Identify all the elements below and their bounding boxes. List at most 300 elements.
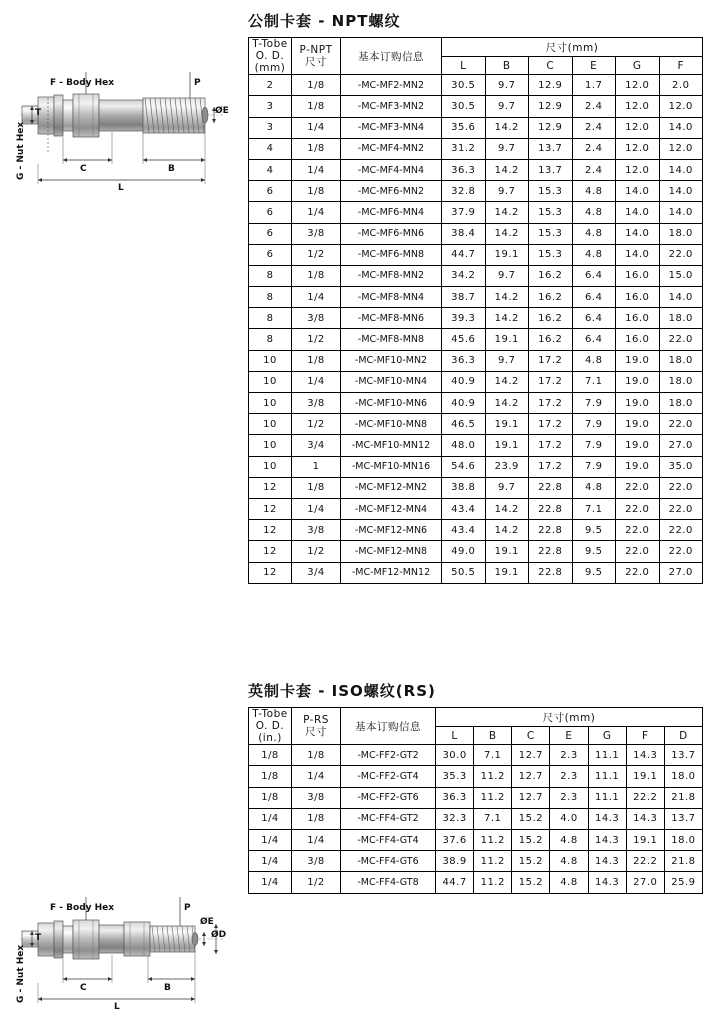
iso-cell-F: 19.1 bbox=[626, 829, 664, 850]
npt-cell-L: 40.9 bbox=[442, 393, 486, 414]
npt-cell-E: 4.8 bbox=[572, 181, 616, 202]
npt-cell-npt: 3/4 bbox=[292, 435, 341, 456]
iso-cell-order: -MC-FF2-GT6 bbox=[341, 787, 436, 808]
npt-cell-F: 22.0 bbox=[659, 541, 703, 562]
npt-cell-L: 34.2 bbox=[442, 265, 486, 286]
npt-cell-G: 22.0 bbox=[616, 520, 660, 541]
npt-cell-E: 4.8 bbox=[572, 223, 616, 244]
npt-cell-G: 19.0 bbox=[616, 371, 660, 392]
npt-cell-C: 12.9 bbox=[529, 117, 573, 138]
npt-cell-G: 14.0 bbox=[616, 244, 660, 265]
npt-cell-G: 14.0 bbox=[616, 223, 660, 244]
npt-cell-npt: 1/8 bbox=[292, 96, 341, 117]
table-row bbox=[249, 287, 703, 308]
npt-cell-L: 35.6 bbox=[442, 117, 486, 138]
npt-cell-L: 38.8 bbox=[442, 477, 486, 498]
iso-label-t: T bbox=[35, 933, 42, 943]
iso-dim-header-B: B bbox=[474, 727, 512, 745]
npt-cell-E: 7.9 bbox=[572, 435, 616, 456]
npt-cell-B: 23.9 bbox=[485, 456, 529, 477]
npt-cell-F: 14.0 bbox=[659, 287, 703, 308]
npt-cell-G: 16.0 bbox=[616, 308, 660, 329]
iso-cell-rs: 1/2 bbox=[292, 872, 341, 893]
npt-cell-npt: 1 bbox=[292, 456, 341, 477]
iso-cell-G: 11.1 bbox=[588, 787, 626, 808]
npt-cell-od: 2 bbox=[249, 75, 292, 96]
iso-cell-G: 14.3 bbox=[588, 851, 626, 872]
iso-section bbox=[248, 680, 703, 894]
npt-cell-E: 2.4 bbox=[572, 138, 616, 159]
npt-cell-od: 3 bbox=[249, 96, 292, 117]
npt-cell-npt: 1/8 bbox=[292, 265, 341, 286]
npt-cell-od: 8 bbox=[249, 308, 292, 329]
iso-cell-E: 4.8 bbox=[550, 851, 588, 872]
iso-cell-F: 27.0 bbox=[626, 872, 664, 893]
npt-cell-L: 32.8 bbox=[442, 181, 486, 202]
table-row bbox=[249, 745, 703, 766]
npt-cell-E: 9.5 bbox=[572, 541, 616, 562]
npt-cell-G: 19.0 bbox=[616, 414, 660, 435]
npt-cell-E: 4.8 bbox=[572, 202, 616, 223]
npt-cell-order: -MC-MF2-MN2 bbox=[341, 75, 442, 96]
iso-cell-D: 21.8 bbox=[664, 851, 702, 872]
iso-cell-G: 14.3 bbox=[588, 829, 626, 850]
npt-cell-C: 15.3 bbox=[529, 181, 573, 202]
npt-cell-npt: 1/2 bbox=[292, 244, 341, 265]
iso-col-od-header bbox=[249, 708, 292, 745]
npt-cell-G: 12.0 bbox=[616, 96, 660, 117]
iso-cell-C: 15.2 bbox=[512, 851, 550, 872]
iso-cell-C: 15.2 bbox=[512, 872, 550, 893]
iso-cell-order: -MC-FF4-GT2 bbox=[341, 808, 436, 829]
npt-cell-npt: 3/8 bbox=[292, 520, 341, 541]
npt-cell-F: 14.0 bbox=[659, 159, 703, 180]
npt-cell-E: 6.4 bbox=[572, 265, 616, 286]
iso-cell-F: 19.1 bbox=[626, 766, 664, 787]
npt-cell-npt: 3/8 bbox=[292, 223, 341, 244]
npt-cell-E: 6.4 bbox=[572, 287, 616, 308]
iso-cell-C: 15.2 bbox=[512, 808, 550, 829]
table-row bbox=[249, 138, 703, 159]
iso-cell-D: 13.7 bbox=[664, 808, 702, 829]
iso-cell-order: -MC-FF4-GT6 bbox=[341, 851, 436, 872]
iso-cell-E: 4.8 bbox=[550, 829, 588, 850]
npt-cell-L: 37.9 bbox=[442, 202, 486, 223]
npt-dims-group-header: 尺寸(mm) bbox=[442, 38, 703, 57]
npt-cell-F: 27.0 bbox=[659, 562, 703, 583]
iso-dim-header-F: F bbox=[626, 727, 664, 745]
npt-cell-order: -MC-MF6-MN4 bbox=[341, 202, 442, 223]
table-row bbox=[249, 872, 703, 893]
table-row bbox=[249, 766, 703, 787]
table-row bbox=[249, 456, 703, 477]
npt-cell-npt: 1/8 bbox=[292, 138, 341, 159]
npt-cell-G: 19.0 bbox=[616, 393, 660, 414]
iso-spec-table bbox=[248, 707, 703, 894]
iso-label-l: L bbox=[114, 1002, 120, 1012]
npt-cell-L: 43.4 bbox=[442, 498, 486, 519]
npt-col-order-header: 基本订购信息 bbox=[341, 38, 442, 75]
npt-cell-C: 12.9 bbox=[529, 96, 573, 117]
iso-cell-B: 11.2 bbox=[474, 787, 512, 808]
npt-label-body-hex: F - Body Hex bbox=[50, 78, 115, 88]
npt-cell-npt: 1/4 bbox=[292, 371, 341, 392]
npt-cell-F: 27.0 bbox=[659, 435, 703, 456]
npt-cell-B: 14.2 bbox=[485, 223, 529, 244]
npt-cell-B: 14.2 bbox=[485, 393, 529, 414]
npt-col-od-l3: (mm) bbox=[254, 62, 286, 75]
npt-cell-F: 18.0 bbox=[659, 350, 703, 371]
npt-cell-order: -MC-MF8-MN2 bbox=[341, 265, 442, 286]
npt-cell-npt: 1/8 bbox=[292, 477, 341, 498]
npt-cell-G: 16.0 bbox=[616, 265, 660, 286]
npt-cell-od: 4 bbox=[249, 138, 292, 159]
npt-cell-B: 14.2 bbox=[485, 117, 529, 138]
iso-label-b: B bbox=[164, 983, 171, 993]
iso-cell-E: 4.0 bbox=[550, 808, 588, 829]
npt-fitting-diagram-svg bbox=[8, 40, 233, 195]
npt-cell-npt: 1/4 bbox=[292, 287, 341, 308]
npt-cell-B: 14.2 bbox=[485, 371, 529, 392]
table-row bbox=[249, 75, 703, 96]
table-row bbox=[249, 350, 703, 371]
npt-cell-E: 4.8 bbox=[572, 477, 616, 498]
npt-cell-B: 19.1 bbox=[485, 244, 529, 265]
npt-table-body bbox=[249, 75, 703, 584]
npt-col-od-l2: O. D. bbox=[255, 50, 285, 63]
table-row bbox=[249, 393, 703, 414]
npt-dim-header-C: C bbox=[529, 57, 573, 75]
npt-cell-order: -MC-MF8-MN8 bbox=[341, 329, 442, 350]
npt-dim-header-B: B bbox=[485, 57, 529, 75]
npt-label-c: C bbox=[80, 164, 87, 174]
table-row bbox=[249, 808, 703, 829]
npt-cell-L: 30.5 bbox=[442, 75, 486, 96]
iso-dim-header-E: E bbox=[550, 727, 588, 745]
iso-col-od-l3: (in.) bbox=[258, 732, 282, 745]
npt-cell-od: 8 bbox=[249, 265, 292, 286]
table-row bbox=[249, 223, 703, 244]
iso-label-p: P bbox=[184, 903, 191, 913]
npt-cell-order: -MC-MF3-MN2 bbox=[341, 96, 442, 117]
npt-cell-od: 4 bbox=[249, 159, 292, 180]
iso-cell-rs: 1/8 bbox=[292, 745, 341, 766]
npt-cell-npt: 1/2 bbox=[292, 541, 341, 562]
npt-cell-B: 9.7 bbox=[485, 138, 529, 159]
npt-cell-B: 19.1 bbox=[485, 541, 529, 562]
npt-cell-F: 18.0 bbox=[659, 223, 703, 244]
npt-cell-od: 6 bbox=[249, 181, 292, 202]
npt-col-od-l1: T-Tobe bbox=[252, 38, 288, 50]
iso-cell-B: 7.1 bbox=[474, 745, 512, 766]
iso-cell-E: 2.3 bbox=[550, 745, 588, 766]
iso-cell-rs: 1/4 bbox=[292, 829, 341, 850]
iso-cell-order: -MC-FF4-GT4 bbox=[341, 829, 436, 850]
iso-cell-L: 36.3 bbox=[436, 787, 474, 808]
npt-cell-E: 6.4 bbox=[572, 308, 616, 329]
iso-label-c: C bbox=[80, 983, 87, 993]
iso-cell-od: 1/8 bbox=[249, 787, 292, 808]
npt-cell-C: 13.7 bbox=[529, 138, 573, 159]
npt-cell-order: -MC-MF10-MN16 bbox=[341, 456, 442, 477]
table-row bbox=[249, 265, 703, 286]
npt-cell-C: 13.7 bbox=[529, 159, 573, 180]
npt-cell-npt: 3/8 bbox=[292, 393, 341, 414]
npt-cell-od: 10 bbox=[249, 456, 292, 477]
iso-cell-G: 14.3 bbox=[588, 808, 626, 829]
iso-cell-C: 15.2 bbox=[512, 829, 550, 850]
npt-cell-od: 6 bbox=[249, 223, 292, 244]
npt-cell-C: 15.3 bbox=[529, 244, 573, 265]
npt-section-title: 公制卡套 - NPT螺纹 bbox=[248, 12, 401, 30]
npt-cell-C: 22.8 bbox=[529, 541, 573, 562]
npt-cell-order: -MC-MF8-MN4 bbox=[341, 287, 442, 308]
table-row bbox=[249, 181, 703, 202]
npt-cell-od: 8 bbox=[249, 287, 292, 308]
npt-cell-C: 17.2 bbox=[529, 414, 573, 435]
iso-cell-L: 35.3 bbox=[436, 766, 474, 787]
npt-cell-G: 12.0 bbox=[616, 159, 660, 180]
npt-cell-E: 7.9 bbox=[572, 456, 616, 477]
npt-cell-od: 12 bbox=[249, 498, 292, 519]
npt-cell-order: -MC-MF10-MN2 bbox=[341, 350, 442, 371]
iso-table-body bbox=[249, 745, 703, 893]
npt-cell-C: 22.8 bbox=[529, 477, 573, 498]
npt-cell-E: 7.9 bbox=[572, 393, 616, 414]
npt-cell-E: 2.4 bbox=[572, 96, 616, 117]
npt-dim-header-E: E bbox=[572, 57, 616, 75]
iso-cell-C: 12.7 bbox=[512, 745, 550, 766]
npt-cell-od: 10 bbox=[249, 393, 292, 414]
iso-table-head bbox=[249, 708, 703, 745]
table-row bbox=[249, 117, 703, 138]
iso-cell-od: 1/4 bbox=[249, 851, 292, 872]
npt-cell-npt: 3/8 bbox=[292, 308, 341, 329]
npt-cell-F: 22.0 bbox=[659, 414, 703, 435]
npt-cell-order: -MC-MF10-MN6 bbox=[341, 393, 442, 414]
table-row bbox=[249, 787, 703, 808]
table-row bbox=[249, 96, 703, 117]
npt-cell-F: 14.0 bbox=[659, 117, 703, 138]
table-row bbox=[249, 308, 703, 329]
table-row bbox=[249, 541, 703, 562]
npt-cell-C: 17.2 bbox=[529, 435, 573, 456]
table-row bbox=[249, 414, 703, 435]
npt-cell-npt: 1/8 bbox=[292, 350, 341, 371]
npt-cell-E: 7.1 bbox=[572, 498, 616, 519]
npt-cell-npt: 1/8 bbox=[292, 181, 341, 202]
npt-cell-B: 19.1 bbox=[485, 435, 529, 456]
npt-cell-C: 16.2 bbox=[529, 287, 573, 308]
table-row bbox=[249, 435, 703, 456]
npt-cell-G: 19.0 bbox=[616, 435, 660, 456]
npt-cell-L: 38.7 bbox=[442, 287, 486, 308]
npt-cell-B: 9.7 bbox=[485, 477, 529, 498]
npt-table-head bbox=[249, 38, 703, 75]
npt-cell-npt: 3/4 bbox=[292, 562, 341, 583]
npt-cell-C: 22.8 bbox=[529, 562, 573, 583]
npt-cell-od: 12 bbox=[249, 520, 292, 541]
table-row bbox=[249, 520, 703, 541]
npt-cell-npt: 1/8 bbox=[292, 75, 341, 96]
npt-cell-G: 16.0 bbox=[616, 329, 660, 350]
iso-label-nut-hex: G - Nut Hex bbox=[16, 944, 26, 1003]
npt-section bbox=[248, 10, 703, 584]
iso-cell-order: -MC-FF4-GT8 bbox=[341, 872, 436, 893]
npt-cell-L: 31.2 bbox=[442, 138, 486, 159]
iso-col-rs-header bbox=[292, 708, 341, 745]
npt-cell-G: 14.0 bbox=[616, 181, 660, 202]
npt-cell-F: 18.0 bbox=[659, 371, 703, 392]
iso-cell-C: 12.7 bbox=[512, 787, 550, 808]
npt-fitting-drawing bbox=[8, 40, 233, 195]
npt-cell-E: 6.4 bbox=[572, 329, 616, 350]
npt-cell-order: -MC-MF6-MN8 bbox=[341, 244, 442, 265]
npt-cell-B: 14.2 bbox=[485, 498, 529, 519]
table-row bbox=[249, 477, 703, 498]
npt-cell-order: -MC-MF10-MN8 bbox=[341, 414, 442, 435]
iso-cell-od: 1/8 bbox=[249, 745, 292, 766]
iso-cell-L: 37.6 bbox=[436, 829, 474, 850]
iso-cell-L: 44.7 bbox=[436, 872, 474, 893]
iso-cell-F: 22.2 bbox=[626, 851, 664, 872]
npt-cell-G: 12.0 bbox=[616, 75, 660, 96]
iso-cell-C: 12.7 bbox=[512, 766, 550, 787]
iso-cell-od: 1/8 bbox=[249, 766, 292, 787]
npt-cell-F: 22.0 bbox=[659, 477, 703, 498]
npt-cell-order: -MC-MF12-MN8 bbox=[341, 541, 442, 562]
npt-cell-F: 12.0 bbox=[659, 138, 703, 159]
npt-cell-E: 4.8 bbox=[572, 350, 616, 371]
npt-cell-E: 2.4 bbox=[572, 159, 616, 180]
iso-cell-rs: 1/8 bbox=[292, 808, 341, 829]
npt-cell-npt: 1/4 bbox=[292, 159, 341, 180]
npt-cell-od: 8 bbox=[249, 329, 292, 350]
iso-cell-B: 11.2 bbox=[474, 872, 512, 893]
npt-label-t: T bbox=[35, 108, 42, 118]
npt-cell-C: 17.2 bbox=[529, 393, 573, 414]
npt-cell-L: 48.0 bbox=[442, 435, 486, 456]
iso-dim-header-G: G bbox=[588, 727, 626, 745]
iso-cell-E: 2.3 bbox=[550, 787, 588, 808]
npt-dim-header-F: F bbox=[659, 57, 703, 75]
npt-cell-G: 19.0 bbox=[616, 350, 660, 371]
npt-cell-order: -MC-MF6-MN6 bbox=[341, 223, 442, 244]
npt-cell-L: 49.0 bbox=[442, 541, 486, 562]
npt-cell-C: 16.2 bbox=[529, 329, 573, 350]
npt-label-e: ØE bbox=[215, 106, 229, 116]
iso-label-d: ØD bbox=[211, 930, 227, 940]
npt-cell-E: 1.7 bbox=[572, 75, 616, 96]
table-row bbox=[249, 329, 703, 350]
npt-label-nut-hex: G - Nut Hex bbox=[16, 121, 26, 180]
iso-cell-B: 11.2 bbox=[474, 766, 512, 787]
npt-cell-F: 15.0 bbox=[659, 265, 703, 286]
npt-cell-F: 14.0 bbox=[659, 181, 703, 202]
npt-cell-E: 2.4 bbox=[572, 117, 616, 138]
npt-cell-F: 35.0 bbox=[659, 456, 703, 477]
iso-dim-header-C: C bbox=[512, 727, 550, 745]
npt-cell-F: 2.0 bbox=[659, 75, 703, 96]
iso-cell-B: 11.2 bbox=[474, 829, 512, 850]
iso-col-od-l2: O. D. bbox=[255, 720, 285, 733]
npt-cell-G: 22.0 bbox=[616, 541, 660, 562]
npt-cell-B: 9.7 bbox=[485, 96, 529, 117]
iso-dim-header-D: D bbox=[664, 727, 702, 745]
iso-col-order-header: 基本订购信息 bbox=[341, 708, 436, 745]
table-row bbox=[249, 829, 703, 850]
npt-cell-L: 50.5 bbox=[442, 562, 486, 583]
npt-cell-order: -MC-MF12-MN12 bbox=[341, 562, 442, 583]
npt-cell-G: 22.0 bbox=[616, 477, 660, 498]
npt-cell-od: 10 bbox=[249, 414, 292, 435]
npt-cell-E: 9.5 bbox=[572, 520, 616, 541]
table-row bbox=[249, 498, 703, 519]
iso-header-row-1 bbox=[249, 708, 703, 727]
iso-cell-D: 13.7 bbox=[664, 745, 702, 766]
npt-cell-od: 6 bbox=[249, 244, 292, 265]
iso-cell-D: 21.8 bbox=[664, 787, 702, 808]
npt-cell-C: 17.2 bbox=[529, 456, 573, 477]
iso-cell-order: -MC-FF2-GT2 bbox=[341, 745, 436, 766]
npt-cell-order: -MC-MF4-MN4 bbox=[341, 159, 442, 180]
iso-cell-B: 11.2 bbox=[474, 851, 512, 872]
npt-cell-L: 40.9 bbox=[442, 371, 486, 392]
npt-cell-npt: 1/2 bbox=[292, 329, 341, 350]
npt-cell-od: 10 bbox=[249, 350, 292, 371]
npt-cell-L: 45.6 bbox=[442, 329, 486, 350]
table-row bbox=[249, 202, 703, 223]
npt-cell-F: 22.0 bbox=[659, 244, 703, 265]
iso-cell-F: 14.3 bbox=[626, 808, 664, 829]
npt-cell-B: 19.1 bbox=[485, 414, 529, 435]
table-row bbox=[249, 851, 703, 872]
npt-cell-E: 4.8 bbox=[572, 244, 616, 265]
npt-label-p: P bbox=[194, 78, 201, 88]
npt-cell-F: 14.0 bbox=[659, 202, 703, 223]
npt-cell-order: -MC-MF12-MN6 bbox=[341, 520, 442, 541]
npt-cell-B: 14.2 bbox=[485, 287, 529, 308]
npt-cell-C: 22.8 bbox=[529, 498, 573, 519]
npt-cell-C: 16.2 bbox=[529, 308, 573, 329]
npt-cell-G: 22.0 bbox=[616, 498, 660, 519]
npt-cell-C: 16.2 bbox=[529, 265, 573, 286]
npt-col-npt-l2: 尺寸 bbox=[305, 56, 327, 69]
iso-cell-order: -MC-FF2-GT4 bbox=[341, 766, 436, 787]
npt-cell-npt: 1/4 bbox=[292, 202, 341, 223]
npt-cell-npt: 1/4 bbox=[292, 117, 341, 138]
npt-cell-order: -MC-MF4-MN2 bbox=[341, 138, 442, 159]
npt-cell-od: 6 bbox=[249, 202, 292, 223]
npt-cell-order: -MC-MF12-MN4 bbox=[341, 498, 442, 519]
npt-cell-C: 12.9 bbox=[529, 75, 573, 96]
npt-cell-B: 19.1 bbox=[485, 329, 529, 350]
npt-cell-L: 30.5 bbox=[442, 96, 486, 117]
npt-cell-C: 15.3 bbox=[529, 223, 573, 244]
npt-cell-od: 10 bbox=[249, 435, 292, 456]
npt-cell-E: 7.9 bbox=[572, 414, 616, 435]
iso-cell-rs: 1/4 bbox=[292, 766, 341, 787]
iso-col-rs-l2: 尺寸 bbox=[305, 726, 327, 739]
iso-cell-G: 11.1 bbox=[588, 745, 626, 766]
npt-header-row-1 bbox=[249, 38, 703, 57]
npt-cell-C: 15.3 bbox=[529, 202, 573, 223]
iso-cell-rs: 3/8 bbox=[292, 787, 341, 808]
npt-cell-od: 3 bbox=[249, 117, 292, 138]
npt-col-od-header bbox=[249, 38, 292, 75]
npt-cell-B: 9.7 bbox=[485, 75, 529, 96]
npt-cell-C: 17.2 bbox=[529, 371, 573, 392]
